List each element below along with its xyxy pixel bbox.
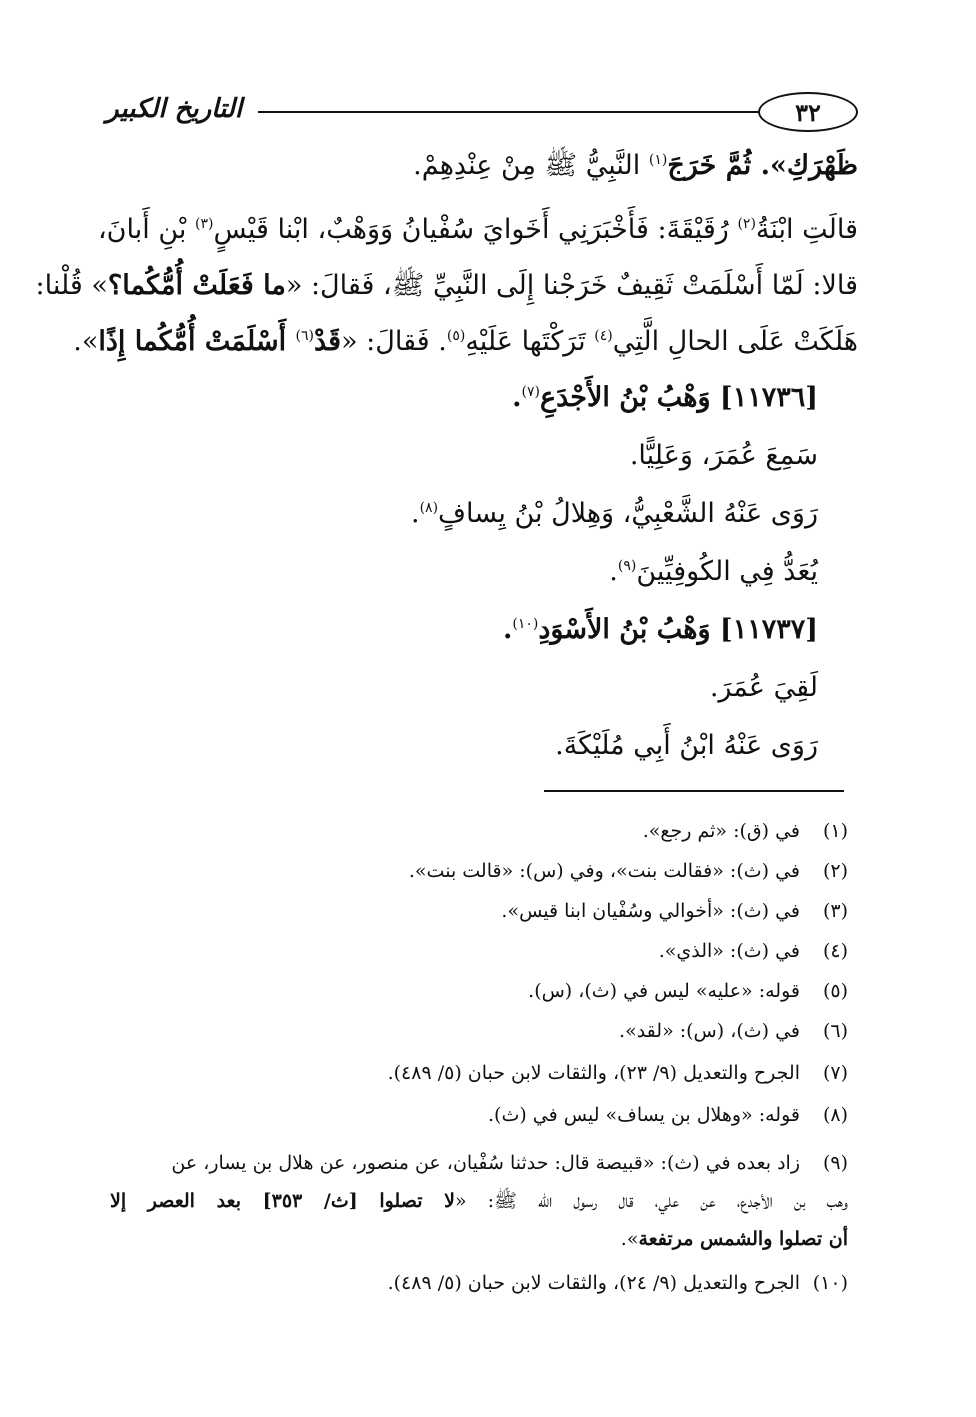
text-segment: » قُلْنا: [35, 270, 108, 301]
footnote-text: الجرح والتعديل (٩/ ٢٣)، والثقات لابن حبان (٥/ ٤٨٩). [387, 1062, 800, 1084]
footnote-text: الجرح والتعديل (٩/ ٢٤)، والثقات لابن حبان (٥/ ٤٨٩). [387, 1272, 800, 1294]
footnote-text: في (ق): «ثم رجع». [642, 820, 800, 842]
text-segment: ». [73, 326, 99, 357]
entry-title: [١١٧٣٧] وَهْبُ بْنُ الأَسْوَدِ [538, 614, 818, 645]
footnote-ref: (١) [648, 152, 668, 168]
text-line-2 [98, 216, 858, 243]
text-segment: . [609, 556, 618, 587]
text-segment: تَرَكْتَها عَلَيْهِ [465, 326, 595, 357]
footnote-text: ». [620, 1228, 639, 1250]
text-segment: لَقِيَ عُمَرَ. [709, 672, 818, 703]
footnote-number: (٤) [822, 940, 848, 962]
text-segment: رَوَى عَنْهُ الشَّعْبِيُّ، وَهِلالُ بْنُ يِسافٍ [438, 498, 818, 529]
book-title: التاريخ الكبير [106, 94, 243, 124]
footnote-number: (٣) [822, 900, 848, 922]
footnote-number: (٦) [822, 1020, 848, 1042]
prophet-quote: أَسْلَمَتْ أُمُّكُما إِذًا [98, 326, 296, 357]
footnote-number: (٥) [822, 980, 848, 1002]
text-segment: رَوَى عَنْهُ ابْنُ أَبِي مُلَيْكَةَ. [555, 730, 818, 761]
footnote-text: قوله: «وهلال بن يساف» ليس في (ث). [488, 1104, 800, 1126]
entry-line [411, 500, 818, 527]
footnote-ref: (٨) [419, 500, 439, 516]
hadith-quote: لا تصلوا [ث/ ٣٥٣] بعد العصر إلا [110, 1190, 455, 1212]
text-line-3 [36, 272, 859, 299]
footnote-9-continuation [110, 1192, 848, 1211]
footnote-9-continuation [118, 1230, 848, 1249]
footnote-number: (٧) [822, 1062, 848, 1084]
text-line-4 [73, 328, 858, 355]
footnote-ref: (٧) [521, 384, 540, 400]
footnote-ref: (١٠) [512, 616, 539, 632]
footnote-text: في (ث)، (س): «لقد». [619, 1020, 800, 1042]
entry-heading-11736 [512, 384, 818, 411]
entry-line [630, 442, 818, 469]
hadith-quote: أن تصلوا والشمس مرتفعة [638, 1228, 848, 1250]
entry-line [555, 732, 818, 759]
footnote-ref: (٤) [594, 328, 613, 344]
page-number-oval [758, 92, 858, 132]
text-segment: سَمِعَ عُمَرَ، وَعَلِيًّا. [629, 440, 818, 471]
text-segment: رُقَيْقَةَ: فَأَخْبَرَنِي أَخَوايَ سُفْيانُ وَوَهْبٌ، ابْنا قَيْسٍ [213, 214, 738, 245]
footnote-ref: (٥) [446, 328, 466, 344]
prophet-quote: قَدْ [313, 326, 342, 357]
entry-heading-11737 [503, 616, 818, 643]
text-segment: . [512, 382, 522, 413]
footnote-number: (٢) [822, 860, 848, 882]
footnote-text: في (ث): «فقالت بنت»، وفي (س): «قالت بنت». [408, 860, 800, 882]
footnote-text: قوله: «عليه» ليس في (ث)، (س). [528, 980, 800, 1002]
text-line-1 [413, 152, 858, 179]
text-segment: ظَهْرَكِ». ثُمَّ خَرَجَ [667, 150, 858, 181]
entry-line [710, 674, 818, 701]
page-number: ٣٢ [795, 97, 821, 127]
text-segment: . [410, 498, 420, 529]
text-segment: . [502, 614, 513, 645]
footnote-ref: (٢) [737, 216, 756, 232]
text-segment: النَّبِيُّ ﷺ مِنْ عِنْدِهِمْ. [413, 150, 649, 181]
footnote-text: زاد بعده في (ث): «قبيصة قال: حدثنا سُفْيان، عن منصور، عن هلال بن يسار، عن [171, 1152, 800, 1174]
footnote-number: (١) [822, 820, 848, 842]
entry-line [609, 558, 818, 585]
footnote-ref: (٦) [295, 328, 314, 344]
footnote-ref: (٩) [617, 558, 637, 574]
page-header [106, 92, 858, 136]
header-rule [258, 111, 760, 113]
footnote-text: في (ث): «أخوالي وسُفْيان ابنا قيس». [501, 900, 800, 922]
footnote-number: (١٠) [812, 1272, 848, 1294]
footnote-separator [544, 790, 844, 792]
footnote-text: في (ث): «الذي». [658, 940, 800, 962]
text-segment: . فَقالَ: « [341, 326, 447, 357]
footnote-number: (٩) [822, 1152, 848, 1174]
footnote-text: وهب بن الأجدع، عن علي، قال رسول الله ﷺ: « [454, 1190, 848, 1212]
footnote-number: (٨) [822, 1104, 848, 1126]
text-segment: يُعَدُّ فِي الكُوفِيِّينَ [636, 556, 818, 587]
entry-title: [١١٧٣٦] وَهْبُ بْنُ الأَجْدَعِ [539, 382, 818, 413]
footnote-ref: (٣) [195, 216, 214, 232]
text-segment: بْنِ أَبانَ، [97, 214, 195, 245]
text-segment: قالَتِ ابْنَةُ [755, 214, 858, 245]
text-segment: هَلَكَتْ عَلَى الحالِ الَّتِي [612, 326, 858, 357]
text-segment: قالا: لَمّا أَسْلَمَتْ ثَقِيفٌ خَرَجْنا إِلَى النَّبِيِّ ﷺ، فَقالَ: « [285, 270, 858, 301]
prophet-quote: ما فَعَلَتْ أُمُّكُما؟ [107, 270, 286, 301]
